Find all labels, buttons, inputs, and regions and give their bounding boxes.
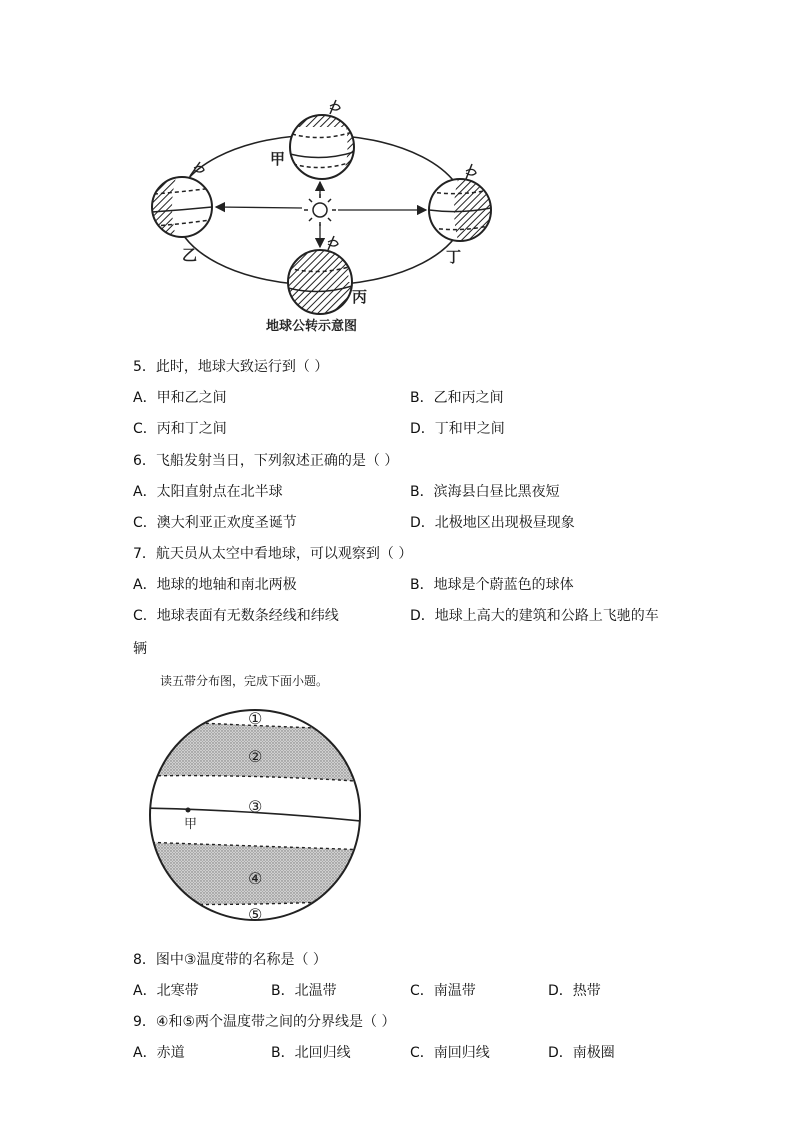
figure-caption: 地球公转示意图 bbox=[266, 319, 358, 334]
q6-option-c[interactable]: C．澳大利亚正欢度圣诞节 bbox=[133, 515, 297, 531]
label-bing: 丙 bbox=[352, 288, 368, 306]
earth-bing bbox=[288, 236, 353, 314]
q9-option-c[interactable]: C．南回归线 bbox=[410, 1045, 490, 1061]
label-zone-2: ② bbox=[248, 747, 263, 766]
q6-option-d[interactable]: D．北极地区出现极昼现象 bbox=[410, 515, 575, 531]
sunlight-arrow-yi bbox=[216, 207, 302, 208]
q6-stem: 6．飞船发射当日，下列叙述正确的是（ ） bbox=[133, 453, 399, 469]
q7-stem: 7．航天员从太空中看地球，可以观察到（ ） bbox=[133, 546, 413, 562]
instruction-text: 读五带分布图，完成下面小题。 bbox=[160, 674, 329, 688]
label-point-jia: 甲 bbox=[184, 817, 198, 832]
label-jia: 甲 bbox=[270, 150, 286, 168]
earth-ding bbox=[429, 164, 491, 241]
q5-option-b[interactable]: B．乙和丙之间 bbox=[410, 390, 504, 406]
earth-yi bbox=[152, 162, 212, 237]
q8-option-d[interactable]: D．热带 bbox=[548, 983, 601, 999]
earth-revolution-figure bbox=[130, 62, 512, 350]
q7-option-d[interactable]: D．地球上高大的建筑和公路上飞驰的车 bbox=[410, 608, 659, 624]
q8-option-c[interactable]: C．南温带 bbox=[410, 983, 476, 999]
label-zone-4: ④ bbox=[248, 869, 263, 888]
point-jia bbox=[186, 808, 191, 813]
earth-revolution-diagram bbox=[130, 62, 512, 350]
q8-option-a[interactable]: A．北寒带 bbox=[133, 983, 199, 999]
label-zone-5: ⑤ bbox=[248, 905, 263, 924]
q9-option-a[interactable]: A．赤道 bbox=[133, 1045, 185, 1061]
q5-stem: 5．此时，地球大致运行到（ ） bbox=[133, 359, 329, 375]
label-zone-3: ③ bbox=[248, 797, 263, 816]
q9-stem: 9．④和⑤两个温度带之间的分界线是（ ） bbox=[133, 1014, 396, 1030]
q5-option-c[interactable]: C．丙和丁之间 bbox=[133, 421, 227, 437]
q7-option-b[interactable]: B．地球是个蔚蓝色的球体 bbox=[410, 577, 574, 593]
q7-option-a[interactable]: A．地球的地轴和南北两极 bbox=[133, 577, 297, 593]
q5-option-d[interactable]: D．丁和甲之间 bbox=[410, 421, 505, 437]
sun-icon bbox=[304, 194, 336, 226]
label-yi: 乙 bbox=[182, 246, 198, 264]
q8-stem: 8．图中③温度带的名称是（ ） bbox=[133, 952, 327, 968]
temperature-zones-diagram bbox=[140, 700, 370, 930]
q5-option-a[interactable]: A．甲和乙之间 bbox=[133, 390, 227, 406]
q6-option-a[interactable]: A．太阳直射点在北半球 bbox=[133, 484, 283, 500]
label-zone-1: ① bbox=[248, 709, 263, 728]
earth-jia bbox=[290, 100, 355, 179]
label-ding: 丁 bbox=[446, 248, 462, 266]
q6-option-b[interactable]: B．滨海县白昼比黑夜短 bbox=[410, 484, 560, 500]
temperature-zones-figure bbox=[140, 700, 370, 930]
q9-option-b[interactable]: B．北回归线 bbox=[271, 1045, 351, 1061]
q9-option-d[interactable]: D．南极圈 bbox=[548, 1045, 615, 1061]
q7-option-c[interactable]: C．地球表面有无数条经线和纬线 bbox=[133, 608, 339, 624]
q8-option-b[interactable]: B．北温带 bbox=[271, 983, 337, 999]
q7-option-d-continuation: 辆 bbox=[133, 641, 147, 657]
